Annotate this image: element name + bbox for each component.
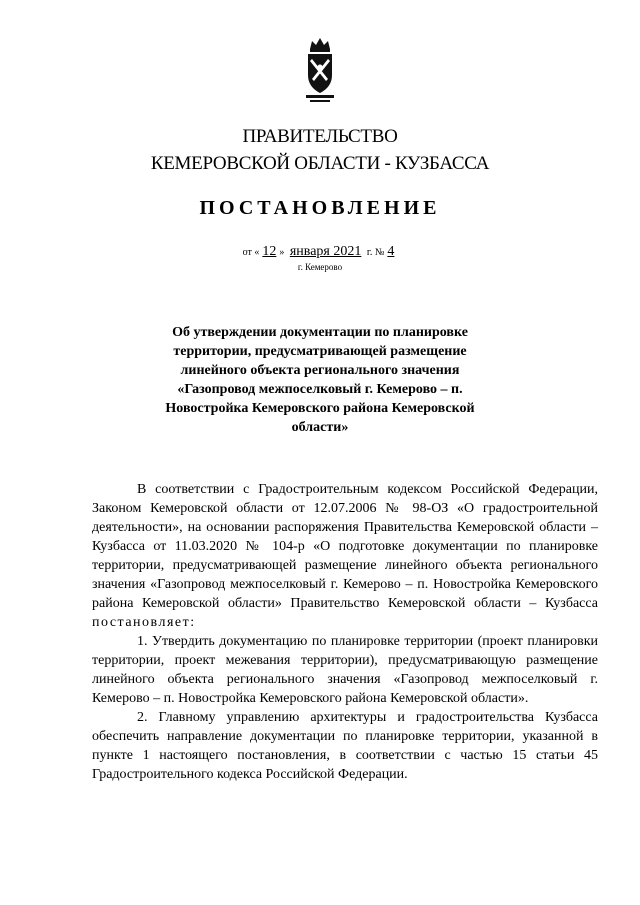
date-number-line <box>0 244 640 260</box>
document-subject: Об утверждении документации по планировке территории, предусматривающей размещение линейного объекта регионального значения «Газопровод межпоселковый г. Кемерово – п. Новостройка Кемеровского района Кемеровской области» <box>165 325 475 435</box>
document-body <box>92 480 598 784</box>
number-label: № <box>374 247 385 258</box>
date-year-suffix: г. <box>366 247 373 258</box>
document-number: 4 <box>387 244 395 259</box>
city: г. Кемерово <box>297 262 343 272</box>
date-day: 12 <box>262 244 277 259</box>
resolves-word: постановляет: <box>92 615 196 630</box>
intro-text: В соответствии с Градостроительным кодексом Российской Федерации, Законом Кемеровской области от 12.07.2006 № 98-ОЗ «О градостроительной деятельности», на основании распоряжения Правительства Кемеровской области – Кузбасса от 11.03.2020 № 104-р «О подготовке документации по планировке территории, предусматривающей размещение линейного объекта регионального значения «Газопровод межпоселковый г. Кемерово – п. Новостройка Кемеровского района Кемеровской области» Правительство Кемеровской области – Кузбасса <box>92 482 598 611</box>
coat-of-arms-emblem <box>300 35 340 107</box>
document-type-title: ПОСТАНОВЛЕНИЕ <box>199 197 441 219</box>
date-prefix: от « <box>242 247 260 258</box>
item-2-paragraph: 2. Главному управлению архитектуры и градостроительства Кузбасса обеспечить направление документации по планировке территории, указанной в пункте 1 настоящего постановления, в соответствии с частью 15 статьи 45 Градостроительного кодекса Российской Федерации. <box>92 710 598 782</box>
item-1-paragraph: 1. Утвердить документацию по планировке территории (проект планировки территории, проект межевания территории), предусматривающую размещение линейного объекта регионального значения «Газопровод межпоселковый г. Кемерово – п. Новостройка Кемеровского района Кемеровской области». <box>92 634 598 706</box>
intro-paragraph <box>92 480 598 632</box>
date-mid: » <box>279 247 285 258</box>
government-title-line2: КЕМЕРОВСКОЙ ОБЛАСТИ - КУЗБАССА <box>150 153 490 174</box>
date-month-year: января 2021 <box>289 244 362 259</box>
government-title-line1: ПРАВИТЕЛЬСТВО <box>242 126 398 147</box>
